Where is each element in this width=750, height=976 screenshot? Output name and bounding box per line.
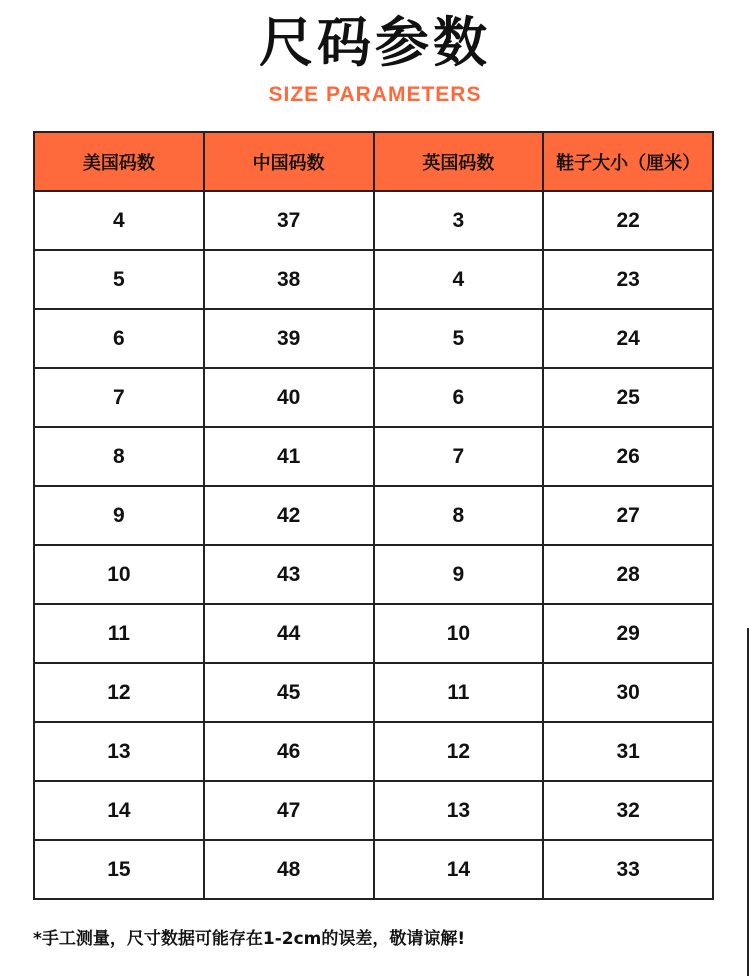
uk-size-cell: 8 — [374, 486, 544, 545]
us-size-cell: 4 — [34, 191, 204, 250]
header-us-size: 美国码数 — [34, 132, 204, 191]
uk-size-cell: 11 — [374, 663, 544, 722]
shoe-length-cell: 32 — [543, 781, 713, 840]
cn-size-cell: 41 — [204, 427, 374, 486]
uk-size-cell: 9 — [374, 545, 544, 604]
uk-size-cell: 14 — [374, 840, 544, 899]
uk-size-cell: 6 — [374, 368, 544, 427]
table-row — [34, 604, 713, 663]
us-size-cell: 15 — [34, 840, 204, 899]
us-size-cell: 10 — [34, 545, 204, 604]
shoe-length-cell: 23 — [543, 250, 713, 309]
table-row — [34, 663, 713, 722]
table-row — [34, 840, 713, 899]
table-row — [34, 368, 713, 427]
uk-size-cell: 5 — [374, 309, 544, 368]
cn-size-cell: 42 — [204, 486, 374, 545]
table-header-row — [34, 132, 713, 191]
cn-size-cell: 47 — [204, 781, 374, 840]
header-shoe-length: 鞋子大小（厘米） — [543, 132, 713, 191]
cn-size-cell: 39 — [204, 309, 374, 368]
cn-size-cell: 38 — [204, 250, 374, 309]
header-cn-size: 中国码数 — [204, 132, 374, 191]
header-uk-size: 英国码数 — [374, 132, 544, 191]
uk-size-cell: 3 — [374, 191, 544, 250]
cn-size-cell: 45 — [204, 663, 374, 722]
cn-size-cell: 37 — [204, 191, 374, 250]
shoe-length-cell: 31 — [543, 722, 713, 781]
us-size-cell: 9 — [34, 486, 204, 545]
table-body — [34, 191, 713, 899]
table-row — [34, 427, 713, 486]
shoe-length-cell: 30 — [543, 663, 713, 722]
shoe-length-cell: 25 — [543, 368, 713, 427]
shoe-length-cell: 28 — [543, 545, 713, 604]
uk-size-cell: 12 — [374, 722, 544, 781]
right-edge-line — [747, 628, 749, 976]
us-size-cell: 14 — [34, 781, 204, 840]
table-row — [34, 545, 713, 604]
shoe-length-cell: 33 — [543, 840, 713, 899]
us-size-cell: 8 — [34, 427, 204, 486]
page-subtitle: SIZE PARAMETERS — [268, 83, 482, 106]
uk-size-cell: 7 — [374, 427, 544, 486]
cn-size-cell: 44 — [204, 604, 374, 663]
us-size-cell: 11 — [34, 604, 204, 663]
shoe-length-cell: 27 — [543, 486, 713, 545]
table-row — [34, 722, 713, 781]
us-size-cell: 6 — [34, 309, 204, 368]
measurement-note: *手工测量，尺寸数据可能存在1-2cm的误差，敬请谅解! — [33, 929, 466, 949]
cn-size-cell: 48 — [204, 840, 374, 899]
uk-size-cell: 10 — [374, 604, 544, 663]
us-size-cell: 13 — [34, 722, 204, 781]
cn-size-cell: 40 — [204, 368, 374, 427]
uk-size-cell: 4 — [374, 250, 544, 309]
us-size-cell: 12 — [34, 663, 204, 722]
uk-size-cell: 13 — [374, 781, 544, 840]
cn-size-cell: 46 — [204, 722, 374, 781]
table-row — [34, 781, 713, 840]
table-row — [34, 191, 713, 250]
shoe-length-cell: 22 — [543, 191, 713, 250]
cn-size-cell: 43 — [204, 545, 374, 604]
table-row — [34, 486, 713, 545]
us-size-cell: 7 — [34, 368, 204, 427]
shoe-length-cell: 29 — [543, 604, 713, 663]
shoe-length-cell: 24 — [543, 309, 713, 368]
shoe-length-cell: 26 — [543, 427, 713, 486]
page-title: 尺码参数 — [259, 11, 491, 74]
size-chart-table — [33, 131, 714, 900]
us-size-cell: 5 — [34, 250, 204, 309]
table-row — [34, 309, 713, 368]
table-row — [34, 250, 713, 309]
